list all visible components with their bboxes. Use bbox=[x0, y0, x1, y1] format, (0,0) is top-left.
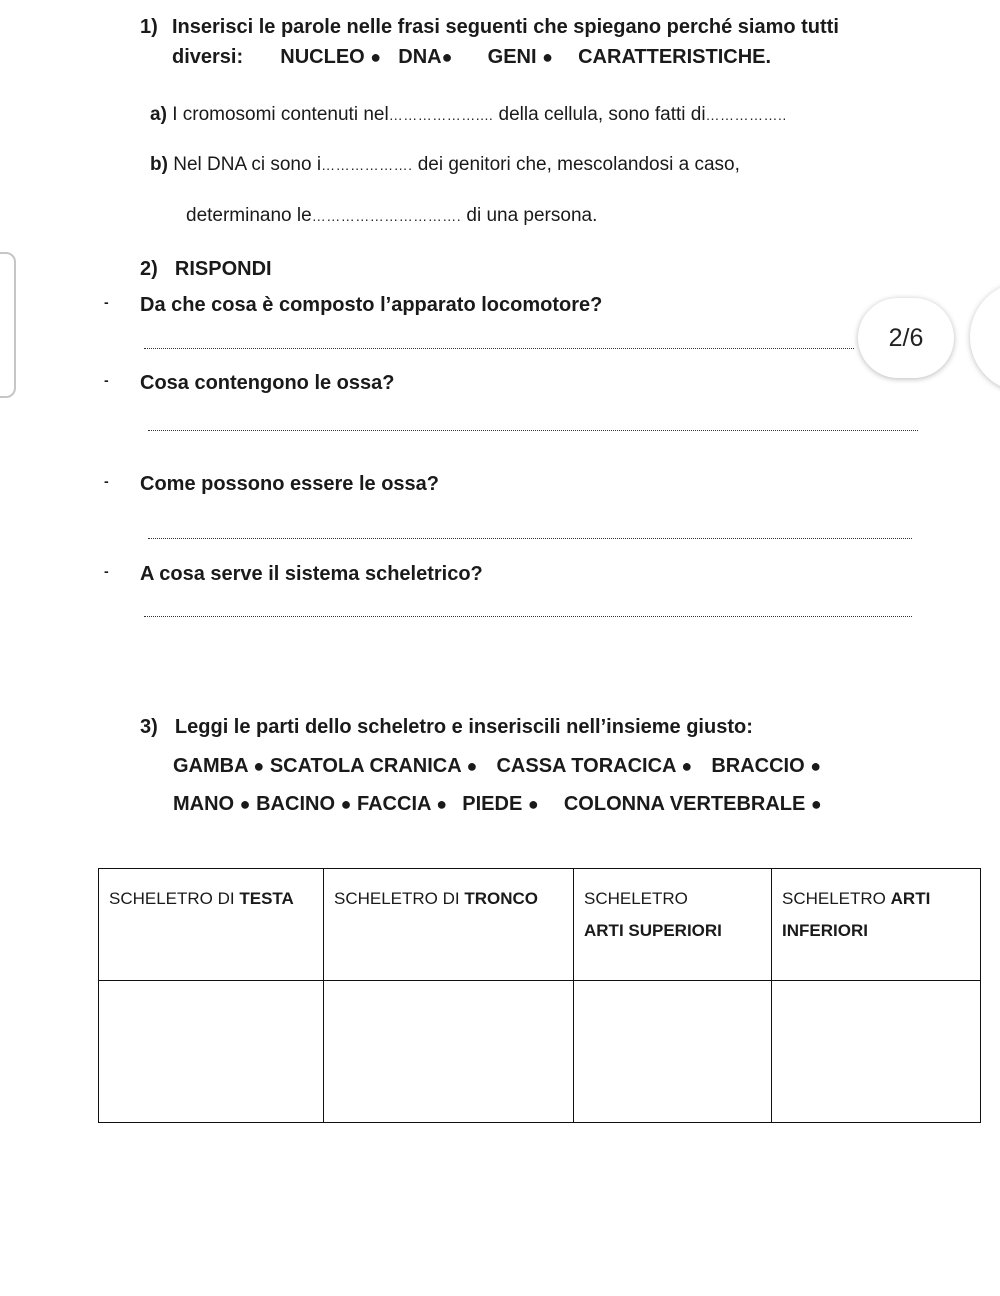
previous-page-handle[interactable] bbox=[0, 252, 16, 398]
header-tronco bbox=[324, 869, 574, 981]
bullet-icon: ● bbox=[340, 794, 352, 814]
q1b-blank-1[interactable]: ………………. bbox=[321, 157, 413, 173]
header-tronco-bold: TRONCO bbox=[464, 889, 539, 908]
bullet-icon: ● bbox=[810, 794, 822, 814]
q1a-text-1: I cromosomi contenuti nel bbox=[172, 104, 389, 125]
q1b-text-1: Nel DNA ci sono i bbox=[173, 154, 322, 175]
q2-question-1: Da che cosa è composto l’apparato locomotore? bbox=[140, 294, 603, 316]
q1a-blank-1[interactable]: ……………….... bbox=[388, 107, 494, 123]
dash-marker: - bbox=[104, 294, 109, 310]
cell-arti-inferiori[interactable] bbox=[772, 981, 981, 1123]
word-braccio: BRACCIO bbox=[711, 755, 805, 777]
q2-answer-line-1[interactable] bbox=[144, 348, 854, 349]
skeleton-sorting-table bbox=[98, 868, 981, 1123]
q2-title: RISPONDI bbox=[174, 258, 272, 280]
q3-title: Leggi le parti dello scheletro e inseriscili nell’insieme giusto: bbox=[174, 716, 753, 738]
word-piede: PIEDE bbox=[462, 793, 523, 815]
q1-number: 1) bbox=[140, 16, 158, 38]
q1b-label: b) bbox=[150, 154, 168, 175]
header-arti-inferiori-prefix: SCHELETRO bbox=[782, 889, 891, 908]
word-cassa-toracica: CASSA TORACICA bbox=[496, 755, 676, 777]
next-page-handle[interactable] bbox=[970, 282, 1000, 392]
dash-marker: - bbox=[104, 563, 109, 579]
header-arti-superiori bbox=[574, 869, 772, 981]
q3-word-bank-row-1 bbox=[173, 755, 821, 778]
q1a-label: a) bbox=[150, 104, 167, 125]
word-geni: GENI bbox=[487, 46, 537, 68]
header-tronco-prefix: SCHELETRO DI bbox=[334, 889, 465, 908]
dash-marker: - bbox=[104, 473, 109, 489]
q1b-text-4: di una persona. bbox=[466, 205, 598, 226]
bullet-icon: ● bbox=[527, 794, 539, 814]
header-testa-bold: TESTA bbox=[239, 889, 294, 908]
bullet-icon: ● bbox=[253, 756, 265, 776]
q1a-sentence bbox=[150, 104, 787, 126]
cell-arti-superiori[interactable] bbox=[574, 981, 772, 1123]
q2-answer-line-2[interactable] bbox=[148, 430, 918, 431]
q1b-text-3: determinano le bbox=[186, 205, 312, 226]
q1b-sentence-cont bbox=[186, 205, 597, 227]
bullet-icon: ● bbox=[436, 794, 448, 814]
table-row bbox=[99, 981, 981, 1123]
q3-word-bank-row-2 bbox=[173, 793, 822, 816]
q1b-text-2: dei genitori che, mescolandosi a caso, bbox=[417, 154, 740, 175]
dash-marker: - bbox=[104, 372, 109, 388]
q2-answer-line-3[interactable] bbox=[148, 538, 912, 539]
cell-tronco[interactable] bbox=[324, 981, 574, 1123]
q1-label-diversi: diversi: bbox=[172, 46, 244, 68]
word-nucleo: NUCLEO bbox=[280, 46, 365, 68]
q1a-blank-2[interactable]: …………….. bbox=[705, 107, 787, 123]
header-arti-inferiori bbox=[772, 869, 981, 981]
bullet-icon: ● bbox=[370, 47, 382, 67]
header-arti-inferiori-bold: ARTI bbox=[890, 889, 931, 908]
bullet-icon: ● bbox=[810, 756, 822, 776]
word-scatola-cranica: SCATOLA CRANICA bbox=[269, 755, 461, 777]
q1-word-bank bbox=[172, 46, 771, 69]
q1a-text-2: della cellula, sono fatti di bbox=[498, 104, 706, 125]
q2-number: 2) bbox=[140, 258, 158, 280]
q2-question-2: Cosa contengono le ossa? bbox=[140, 372, 395, 394]
word-caratteristiche: CARATTERISTICHE. bbox=[578, 46, 772, 68]
cell-testa[interactable] bbox=[99, 981, 324, 1123]
bullet-icon: ● bbox=[466, 756, 478, 776]
header-testa bbox=[99, 869, 324, 981]
q1-instruction: Inserisci le parole nelle frasi seguenti che spiegano perché siamo tutti bbox=[172, 16, 839, 38]
header-testa-prefix: SCHELETRO DI bbox=[109, 889, 240, 908]
word-mano: MANO bbox=[173, 793, 235, 815]
header-arti-superiori-line2: ARTI SUPERIORI bbox=[584, 921, 722, 940]
bullet-icon: ● bbox=[542, 47, 553, 67]
word-dna: DNA bbox=[398, 46, 442, 68]
q2-question-3: Come possono essere le ossa? bbox=[140, 473, 440, 495]
q2-answer-line-4[interactable] bbox=[144, 616, 912, 617]
bullet-icon: ● bbox=[239, 794, 251, 814]
word-faccia: FACCIA bbox=[357, 793, 431, 815]
page-indicator: 2/6 bbox=[858, 298, 954, 378]
word-gamba: GAMBA bbox=[173, 755, 248, 777]
q2-header bbox=[140, 258, 272, 281]
bullet-icon: ● bbox=[441, 47, 453, 67]
word-bacino: BACINO bbox=[256, 793, 335, 815]
bullet-icon: ● bbox=[681, 756, 693, 776]
header-arti-superiori-line1: SCHELETRO bbox=[584, 889, 688, 908]
q1b-blank-2[interactable]: …………………………. bbox=[311, 208, 462, 224]
q3-header bbox=[140, 716, 753, 739]
q1b-sentence bbox=[150, 154, 740, 176]
header-arti-inferiori-line2: INFERIORI bbox=[782, 921, 868, 940]
table-header-row bbox=[99, 869, 981, 981]
q2-question-4: A cosa serve il sistema scheletrico? bbox=[140, 563, 483, 585]
word-colonna-vertebrale: COLONNA VERTEBRALE bbox=[563, 793, 806, 815]
q3-number: 3) bbox=[140, 716, 158, 738]
